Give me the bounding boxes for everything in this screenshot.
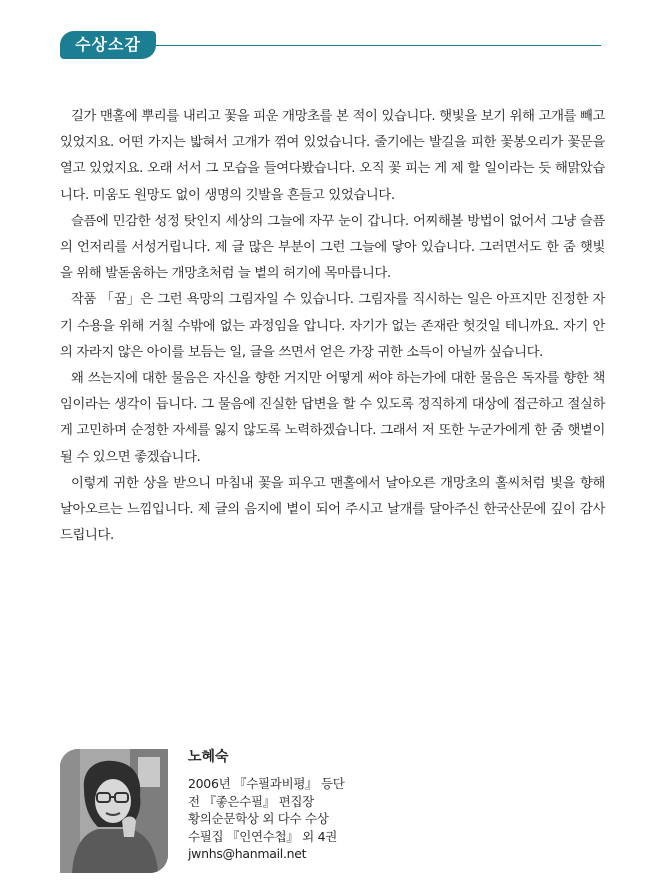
paragraph: 왜 쓰는지에 대한 물음은 자신을 향한 거지만 어떻게 써야 하는가에 대한 물음은 독자를 향한 책임이라는 생각이 듭니다. 그 물음에 진실한 답변을 할 수 있도록 정직하게 대상에 접근하고 절실하게 고민하며 순정한 자세를 잃지 않도록 노력하겠습니다. 그래서 저 또한 누군가에게 한 줌 햇볕이 될 수 있으면 좋겠습니다.: [60, 371, 605, 465]
author-name: 노혜숙: [188, 749, 229, 765]
author-info: [188, 747, 345, 863]
paragraph: 길가 맨홀에 뿌리를 내리고 꽃을 피운 개망초를 본 적이 있습니다. 햇빛을 보기 위해 고개를 빼고 있었지요. 어떤 가지는 밟혀서 고개가 꺾여 있었습니다. 줄기에는 발길을 피한 꽃봉오리가 꽃문을 열고 있었지요. 오래 서서 그 모습을 들여다봤습니다. 오직 꽃 피는 게 제 할 일이라는 듯 해맑았습니다. 미움도 원망도 없이 생명의 깃발을 흔들고 있었습니다.: [60, 109, 605, 203]
author-debut: 2006년 『수필과비평』 등단: [188, 776, 345, 791]
paragraph: 작품 「꿈」은 그런 욕망의 그림자일 수 있습니다. 그림자를 직시하는 일은 아프지만 진정한 자기 수용을 위해 거칠 수밖에 없는 과정임을 압니다. 자기가 없는 존재란 헛것일 테니까요. 자기 안의 자라지 않은 아이를 보듬는 일, 글을 쓰면서 얻은 가장 귀한 소득이 아닐까 싶습니다.: [60, 292, 605, 360]
paragraph: 슬픔에 민감한 성정 탓인지 세상의 그늘에 자꾸 눈이 갑니다. 어찌해볼 방법이 없어서 그냥 슬픔의 언저리를 서성거립니다. 제 글 많은 부분이 그런 그늘에 닿아 있습니다. 그러면서도 한 줌 햇빛을 위해 발돋움하는 개망초처럼 늘 볕의 허기에 목마릅니다.: [60, 213, 605, 282]
section-title: 수상소감: [60, 31, 156, 59]
author-email: jwnhs@hanmail.net: [188, 846, 307, 861]
author-profile: [60, 747, 600, 877]
section-header: [60, 31, 601, 61]
header-rule: [156, 45, 601, 46]
paragraph: 이렇게 귀한 상을 받으니 마침내 꽃을 피우고 맨홀에서 날아오른 개망초의 홀씨처럼 빛을 향해 날아오르는 느낌입니다. 제 글의 음지에 볕이 되어 주시고 날개를 달아주신 한국산문에 깊이 감사드립니다.: [60, 475, 605, 544]
author-photo: [60, 749, 168, 873]
acceptance-speech-text: [60, 104, 605, 549]
author-career: 전 『좋은수필』 편집장: [188, 793, 314, 809]
author-award: 황의순문학상 외 다수 수상: [188, 811, 329, 826]
author-books: 수필집 『인연수첩』 외 4권: [188, 828, 338, 844]
